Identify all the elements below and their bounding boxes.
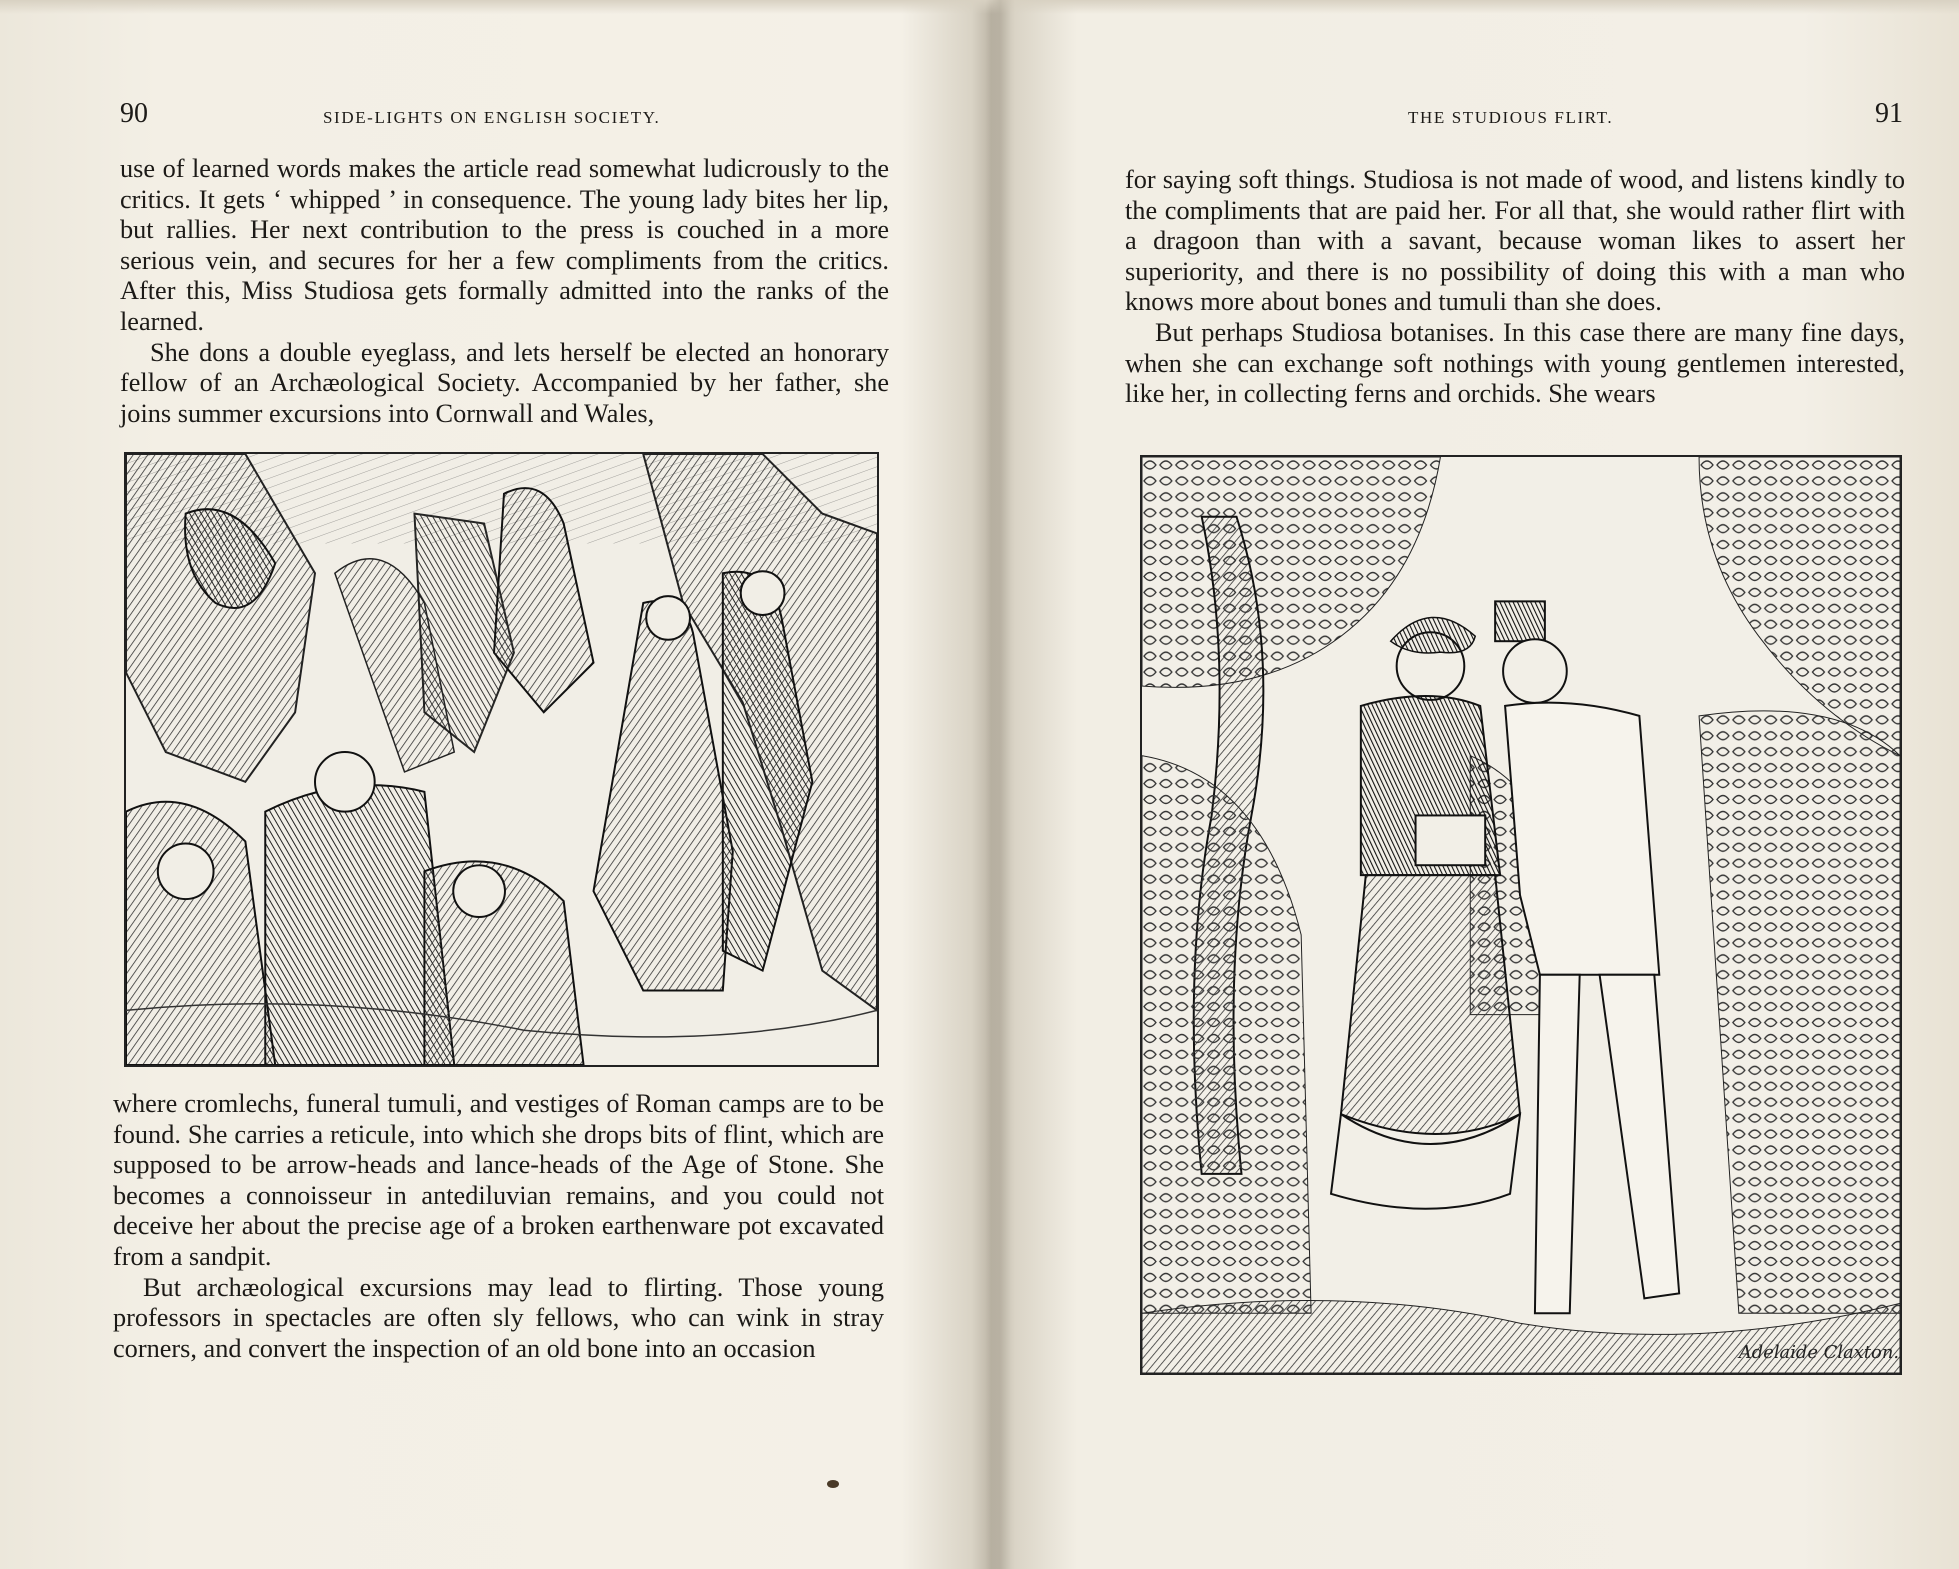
- right-page-header: [1125, 98, 1905, 138]
- book-gutter: [985, 0, 1015, 1569]
- right-page: [1015, 0, 1959, 1569]
- right-page-number: 91: [1875, 98, 1903, 129]
- left-page-header: [120, 98, 890, 138]
- flirt-engraving-art: [1142, 457, 1900, 1373]
- right-paragraph-2: But perhaps Studiosa botanises. In this case there are many fine days, when she can exchange soft nothings with young gentlemen interested, like her, in collecting ferns and orchids. She wears: [1125, 317, 1905, 409]
- left-bottom-text: [113, 1089, 884, 1364]
- left-paragraph-4: But archæological excursions may lead to flirting. Those young professors in spectacles are often sly fellows, who can wink in stray corners, and convert the inspection of an old bone into an occasion: [113, 1272, 884, 1363]
- left-page-number: 90: [120, 98, 148, 129]
- left-running-head: SIDE-LIGHTS ON ENGLISH SOCIETY.: [323, 108, 661, 127]
- left-paragraph-3: where cromlechs, funeral tumuli, and vestiges of Roman camps are to be found. She carries a reticule, into which she drops bits of flint, which are supposed to be arrow-heads and lance-heads of the Age of Stone. She becomes a connoisseur in antediluvian remains, and you could not deceive her about the precise age of a broken earthenware pot excavated from a sandpit.: [113, 1089, 884, 1271]
- left-top-text: [120, 154, 889, 429]
- left-paragraph-2: She dons a double eyeglass, and lets herself be elected an honorary fellow of an Archæological Society. Accompanied by her father, she joins summer excursions into Cornwall and Wales,: [120, 337, 889, 428]
- right-top-text: [1125, 165, 1905, 410]
- archaeological-excursion-illustration: [124, 452, 879, 1067]
- illustration-signature: Adelaide Claxton.: [1738, 1342, 1900, 1364]
- right-paragraph-1: for saying soft things. Studiosa is not made of wood, and listens kindly to the compliments that are paid her. For all that, she would rather flirt with a dragoon than with a savant, because woman likes to assert her superiority, and there is no possibility of doing this with a man who knows more about bones and tumuli than she does.: [1125, 165, 1905, 317]
- right-running-head: THE STUDIOUS FLIRT.: [1408, 108, 1614, 127]
- ink-spot: [827, 1480, 839, 1488]
- studious-flirt-illustration: [1140, 455, 1902, 1375]
- left-paragraph-1: use of learned words makes the article read somewhat ludicrously to the critics. It gets ‘ whipped ’ in consequence. The young lady bites her lip, but rallies. Her next contribution to the press is couched in a more serious vein, and secures for her a few compliments from the critics. After this, Miss Studiosa gets formally admitted into the ranks of the learned.: [120, 154, 889, 336]
- excursion-engraving-art: [126, 454, 877, 1065]
